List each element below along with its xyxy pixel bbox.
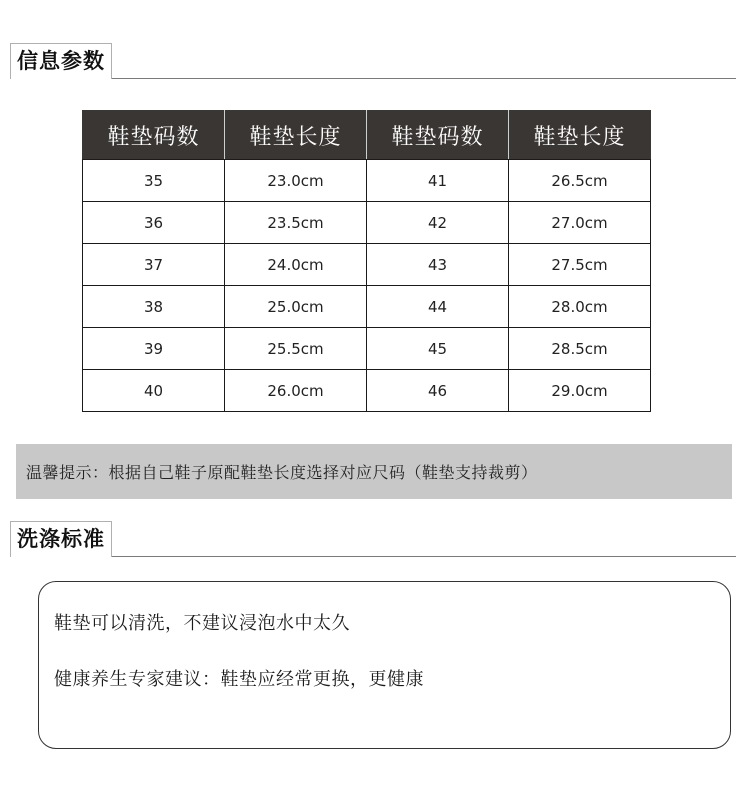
table-row xyxy=(83,370,651,412)
info-section-divider xyxy=(10,78,736,79)
info-section-title-box xyxy=(10,43,112,79)
size-cell: 36 xyxy=(83,202,225,244)
wash-section-header xyxy=(10,521,736,557)
size-cell: 43 xyxy=(367,244,509,286)
tip-text: 温馨提示：根据自己鞋子原配鞋垫长度选择对应尺码（鞋垫支持裁剪） xyxy=(26,463,538,482)
length-cell: 23.0cm xyxy=(225,160,367,202)
length-cell: 25.0cm xyxy=(225,286,367,328)
length-cell: 29.0cm xyxy=(509,370,651,412)
info-section-title: 信息参数 xyxy=(17,49,105,73)
table-row xyxy=(83,328,651,370)
wash-instruction-line: 鞋垫可以清洗，不建议浸泡水中太久 xyxy=(54,613,350,634)
table-row xyxy=(83,244,651,286)
length-cell: 25.5cm xyxy=(225,328,367,370)
table-header-row xyxy=(83,111,651,160)
length-cell: 27.5cm xyxy=(509,244,651,286)
size-cell: 35 xyxy=(83,160,225,202)
length-cell: 28.5cm xyxy=(509,328,651,370)
header-insole-length-1: 鞋垫长度 xyxy=(225,111,367,160)
length-cell: 26.0cm xyxy=(225,370,367,412)
header-insole-length-2: 鞋垫长度 xyxy=(509,111,651,160)
tip-banner xyxy=(16,444,732,499)
size-cell: 41 xyxy=(367,160,509,202)
insole-size-table xyxy=(82,110,651,412)
wash-section-divider xyxy=(10,556,736,557)
size-cell: 45 xyxy=(367,328,509,370)
wash-section-title: 洗涤标准 xyxy=(17,527,105,551)
table-row xyxy=(83,202,651,244)
wash-section-title-box xyxy=(10,521,112,557)
table-row xyxy=(83,160,651,202)
length-cell: 27.0cm xyxy=(509,202,651,244)
length-cell: 26.5cm xyxy=(509,160,651,202)
length-cell: 23.5cm xyxy=(225,202,367,244)
wash-instructions-box xyxy=(38,581,731,749)
size-cell: 39 xyxy=(83,328,225,370)
size-cell: 46 xyxy=(367,370,509,412)
table-row xyxy=(83,286,651,328)
size-cell: 44 xyxy=(367,286,509,328)
header-insole-size-2: 鞋垫码数 xyxy=(367,111,509,160)
header-insole-size-1: 鞋垫码数 xyxy=(83,111,225,160)
length-cell: 24.0cm xyxy=(225,244,367,286)
health-advice-line: 健康养生专家建议：鞋垫应经常更换，更健康 xyxy=(54,669,424,690)
info-section-header xyxy=(10,43,736,79)
length-cell: 28.0cm xyxy=(509,286,651,328)
size-cell: 38 xyxy=(83,286,225,328)
size-cell: 40 xyxy=(83,370,225,412)
size-cell: 37 xyxy=(83,244,225,286)
size-cell: 42 xyxy=(367,202,509,244)
